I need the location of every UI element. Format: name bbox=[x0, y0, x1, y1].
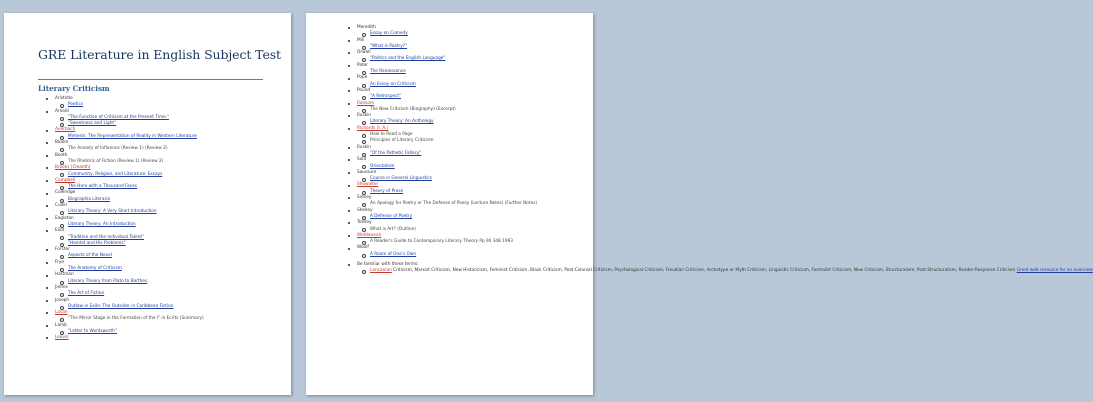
author-name: Saussure bbox=[357, 169, 377, 175]
work-title-link[interactable]: The Renaissance bbox=[370, 69, 406, 75]
work-title: A Reader's Guide to Contemporary Literary Theory Pp 94 348 1993 bbox=[370, 239, 513, 245]
author-name: Campbell bbox=[55, 177, 76, 183]
work-title: The Rhetoric of Fiction (Review 1) (Review 2) bbox=[68, 158, 164, 164]
work-title-link[interactable]: A Defense of Poetry bbox=[370, 213, 413, 219]
author-name: Brooks (Cleanth) bbox=[55, 165, 91, 171]
author-name: Orwell bbox=[357, 50, 371, 56]
work-title-link[interactable]: "Politics and the English Language" bbox=[370, 56, 446, 62]
terms-resource-link[interactable]: Great web resource for an overview bbox=[1016, 268, 1093, 274]
work-title-link[interactable]: "What is Poetry?" bbox=[370, 43, 407, 49]
work-title: Principles of Literary Criticism bbox=[370, 138, 434, 144]
work-list-item bbox=[346, 252, 586, 258]
work-title-link[interactable]: "Of the Pathetic Fallacy" bbox=[370, 150, 422, 156]
author-name: James bbox=[55, 284, 68, 290]
work-title-link[interactable]: The Hero with a Thousand Faces bbox=[68, 184, 137, 190]
terms-body: Criticism, Marxist Criticism, New Historicism, Feminist Criticism, Black Criticism, Post-Colonial Criticism, Psychological Criticism, Freudian Criticism, Archetype or Myth Criticism, Linguistic Criticism, Formalist Criticism, New Criticism, Structuralism, Post-Structuralism, Reader-Response Criticism bbox=[391, 268, 1017, 274]
document-page-left bbox=[4, 13, 291, 395]
work-title-link[interactable]: "Letter to Wordsworth" bbox=[68, 328, 117, 334]
criticism-list-left bbox=[44, 96, 284, 342]
author-name: Lacan bbox=[55, 310, 68, 316]
work-title-link[interactable]: Literary Theory: A Very Short Introduction bbox=[68, 209, 157, 215]
work-title: The New Criticism (Biography) (Excerpt) bbox=[370, 106, 456, 112]
work-title-link[interactable]: Essay on Comedy bbox=[370, 31, 408, 37]
author-name: Auerbach bbox=[55, 127, 76, 133]
author-name: Culler bbox=[55, 203, 68, 209]
work-title: "The Mirror Stage in the Formation of the I" in Ecrits (Summary) bbox=[68, 316, 204, 322]
work-title-link[interactable]: Literary Theory: An Introduction bbox=[68, 221, 136, 227]
author-name: Tolstoy bbox=[357, 220, 372, 226]
work-title-link[interactable]: An Essay on Criticism bbox=[370, 81, 416, 87]
work-title-link[interactable]: Mimesis: The Representation of Reality in Western Literature bbox=[68, 133, 198, 139]
work-title-link[interactable]: "Hamlet and His Problems" bbox=[68, 240, 126, 246]
author-name: Aristotle bbox=[55, 96, 73, 101]
work-title-link[interactable]: Literary Theory: An Anthology bbox=[370, 119, 434, 125]
terms-intro-text: Be familiar with these terms: bbox=[357, 261, 419, 267]
work-title-link[interactable]: The Art of Fiction bbox=[68, 291, 105, 297]
author-name: Eliot bbox=[55, 228, 65, 234]
author-name: Pound bbox=[357, 87, 371, 93]
author-name: Coleridge bbox=[55, 190, 76, 196]
author-name: Sidney bbox=[357, 195, 372, 201]
author-name: Pater bbox=[357, 62, 369, 68]
author-name: Mill bbox=[357, 37, 365, 43]
work-title-link[interactable]: Literary Theory from Plato to Barthes bbox=[68, 278, 148, 284]
criticism-list-right bbox=[346, 25, 1093, 274]
work-title-link[interactable]: Community, Religion, and Literature: Essays bbox=[68, 171, 163, 177]
document-page-right bbox=[306, 13, 1093, 395]
work-title-link[interactable]: Aspects of the Novel bbox=[68, 253, 112, 259]
author-name: Lamb bbox=[55, 322, 67, 328]
author-name: Frye bbox=[55, 259, 65, 265]
work-title-link[interactable]: The Anatomy of Criticism bbox=[68, 266, 122, 272]
work-title-link[interactable]: A Room of One's Own bbox=[370, 251, 417, 257]
author-list-item bbox=[44, 335, 284, 341]
author-name: Booth bbox=[55, 152, 68, 158]
author-name: Bloom bbox=[55, 140, 69, 146]
work-title-link[interactable]: Course in General Linguistics bbox=[370, 176, 432, 182]
work-title-link[interactable]: Poetics bbox=[68, 102, 84, 108]
work-title: How to Read a Page bbox=[370, 132, 413, 138]
work-title-link[interactable]: "Sweetness and Light" bbox=[68, 121, 117, 127]
work-title-link[interactable]: Theory of Prose bbox=[370, 188, 404, 194]
author-name: Shelley bbox=[357, 207, 373, 213]
work-title: What is Art? (Outline) bbox=[370, 226, 416, 232]
author-name: Richards (I. A.) bbox=[357, 125, 389, 131]
author-name: Woolf bbox=[357, 245, 369, 251]
author-name: Leavis bbox=[55, 335, 69, 341]
terms-first-term: Lancanian bbox=[370, 268, 392, 274]
author-name: Showalter bbox=[357, 182, 379, 188]
work-title-link[interactable]: Orientalism bbox=[370, 163, 395, 169]
author-name: Hartman bbox=[55, 272, 74, 278]
terms-list-item bbox=[346, 268, 1093, 274]
author-name: Joseph bbox=[55, 297, 70, 303]
work-title-link[interactable]: "The Function of Criticism at the Present Time." bbox=[68, 114, 170, 120]
document-title: GRE Literature in English Subject Test bbox=[38, 47, 281, 62]
author-name: Said bbox=[357, 157, 367, 163]
title-underline-rule bbox=[38, 79, 263, 80]
work-title-link[interactable]: "A Retrospect" bbox=[370, 94, 401, 100]
author-name: Eagleton bbox=[55, 215, 74, 221]
work-title-link[interactable]: "Tradition and the Individual Talent" bbox=[68, 234, 144, 240]
author-name: Pope bbox=[357, 75, 368, 81]
work-title-link[interactable]: Outlaw in Exile: The Outsider in Caribbean Fiction bbox=[68, 303, 174, 309]
work-title: An Apology for Poetry or The Defense of Poesy (Lecture Notes) (Further Notes) bbox=[370, 201, 538, 207]
author-name: Meredith bbox=[357, 25, 376, 30]
section-heading: Literary Criticism bbox=[38, 84, 110, 93]
author-name: Widdowson bbox=[357, 232, 382, 238]
author-name: Arnold bbox=[55, 108, 69, 114]
work-title-link[interactable]: Biographia Literaria bbox=[68, 196, 110, 202]
author-name: Forster bbox=[55, 247, 70, 253]
author-name: Ruskin bbox=[357, 144, 372, 150]
author-name: Ruskin bbox=[357, 113, 372, 119]
author-name: Ransom bbox=[357, 100, 375, 106]
work-title: The Anxiety of Influence (Review 1) (Review 2) bbox=[68, 146, 168, 152]
